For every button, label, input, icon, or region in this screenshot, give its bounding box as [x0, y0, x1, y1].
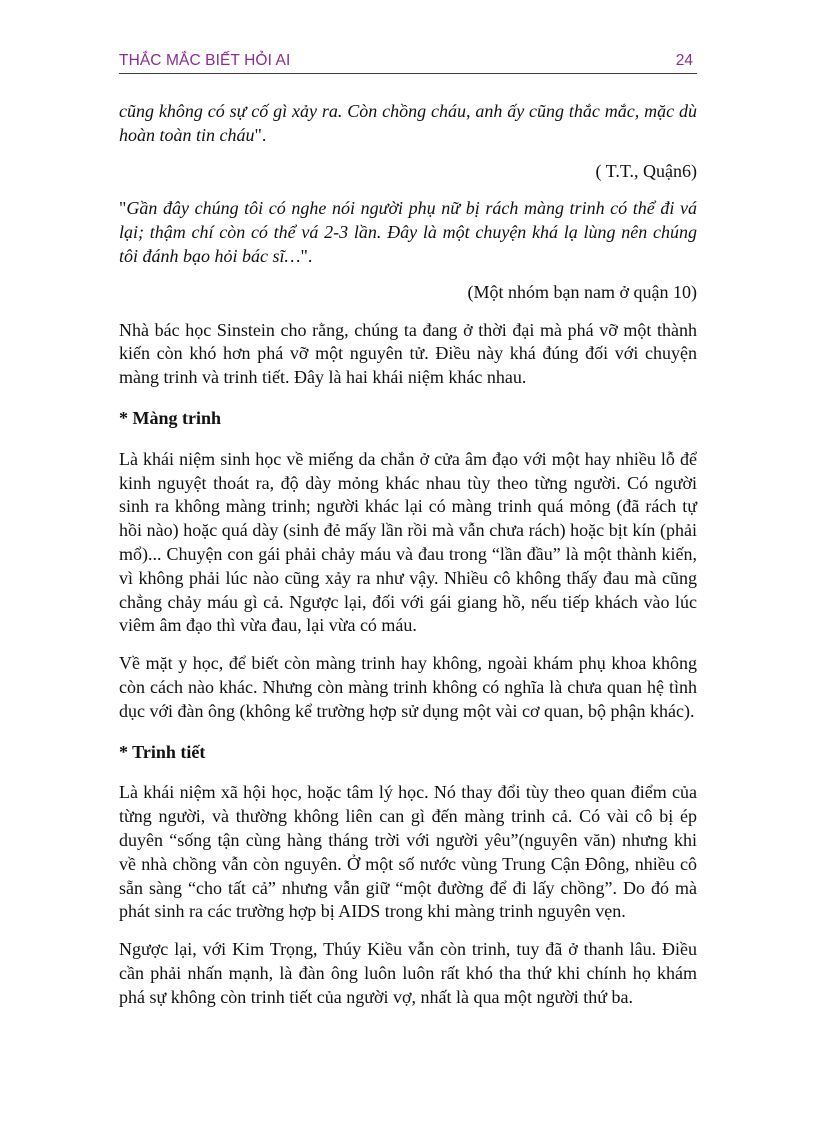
section-2-paragraph-2: Ngược lại, với Kim Trọng, Thúy Kiều vẫn còn trinh, tuy đã ở thanh lâu. Điều cần phải nhấn mạnh, là đàn ông luôn luôn rất khó tha thứ khi chính họ khám phá sự không còn trinh tiết của người vợ, nhất là qua một người thứ ba. [119, 939, 697, 1007]
quote-2-closing-mark: ". [300, 245, 313, 266]
section-1-paragraph-1: Là khái niệm sinh học về miếng da chắn ở cửa âm đạo với một hay nhiều lỗ để kinh nguyệt thoát ra, độ dày mỏng khác nhau tùy theo từng người. Có người sinh ra không màng trinh; người khác lại có màng trinh quá mỏng (đã rách tự hồi nào) hoặc quá dày (sinh đẻ mấy lần rồi mà vẫn chưa rách) hoặc bịt kín (phải mổ)... Chuyện con gái phải chảy máu và đau trong “lần đầu” là một thành kiến, vì không phải lúc nào cũng xảy ra như vậy. Nhiều cô không thấy đau mà cũng chẳng chảy máu gì cả. Ngược lại, đối với gái giang hồ, nếu tiếp khách vào lúc viêm âm đạo thì vừa đau, lại vừa có máu. [119, 448, 697, 636]
quote-1-closing-mark: ". [254, 124, 267, 145]
page-number: 24 [675, 52, 693, 69]
section-heading-trinh-tiet: * Trinh tiết [119, 741, 206, 762]
section-heading-mang-trinh: * Màng trinh [119, 407, 222, 428]
section-2-paragraph-1: Là khái niệm xã hội học, hoặc tâm lý học. Nó thay đổi tùy theo quan điểm của từng người, và thường không liên can gì đến màng trinh cả. Có vài cô bị ép duyên “sống tận cùng hàng tháng trời với người yêu”(nguyên văn) nhưng khi về nhà chồng vẫn còn nguyên. Ở một số nước vùng Trung Cận Đông, nhiều cô sẵn sàng “cho tất cả” nhưng vẫn giữ “một đường để đi lấy chồng”. Do đó mà phát sinh ra các trường hợp bị AIDS trong khi màng trinh nguyên vẹn. [119, 782, 697, 922]
document-page [119, 0, 697, 1123]
header-title: THẮC MẮC BIẾT HỎI AI [119, 52, 291, 69]
running-header [119, 51, 697, 74]
intro-paragraph: Nhà bác học Sinstein cho rằng, chúng ta đang ở thời đại mà phá vỡ một thành kiến còn khó hơn phá vỡ một nguyên tử. Điều này khá đúng đối với chuyện màng trinh và trinh tiết. Đây là hai khái niệm khác nhau. [119, 319, 697, 388]
quote-paragraph-1 [119, 100, 697, 148]
quote-2-text: Gần đây chúng tôi có nghe nói người phụ nữ bị rách màng trinh có thể đi vá lại; thậm chí còn có thể vá 2-3 lần. Đây là một chuyện khá lạ lùng nên chúng tôi đánh bạo hỏi bác sĩ… [119, 198, 697, 266]
quote-1-attribution: ( T.T., Quận6) [595, 160, 697, 181]
section-1-paragraph-2: Về mặt y học, để biết còn màng trinh hay không, ngoài khám phụ khoa không còn cách nào khác. Nhưng còn màng trinh không có nghĩa là chưa quan hệ tình dục với đàn ông (không kể trường hợp sử dụng một vài cơ quan, bộ phận khác). [119, 653, 697, 721]
quote-2-attribution: (Một nhóm bạn nam ở quận 10) [467, 281, 697, 302]
quote-1-text: cũng không có sự cố gì xảy ra. Còn chồng cháu, anh ấy cũng thắc mắc, mặc dù hoàn toàn tin cháu [119, 101, 697, 145]
page-content [119, 100, 697, 1010]
quote-2-opening-mark: " [119, 198, 127, 219]
quote-paragraph-2 [119, 197, 697, 268]
